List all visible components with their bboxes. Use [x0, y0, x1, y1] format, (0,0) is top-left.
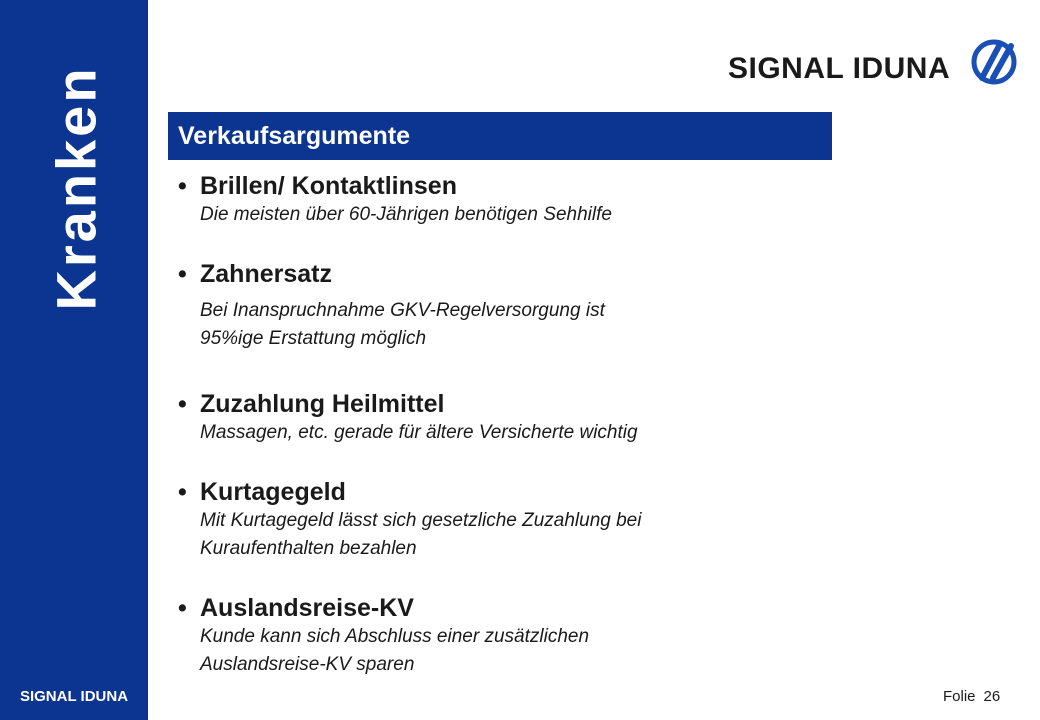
bullet-heading: Brillen/ Kontaktlinsen	[200, 172, 457, 200]
page-number: 26	[983, 688, 1001, 705]
bullet-item	[178, 260, 838, 353]
bullet-heading: Kurtagegeld	[200, 478, 346, 506]
section-header	[168, 112, 832, 160]
bullet-heading: Zuzahlung Heilmittel	[200, 390, 445, 418]
bullet-description: Kuraufenthalten bezahlen	[200, 538, 417, 559]
bullet-marker: •	[178, 594, 187, 622]
bullet-description: Die meisten über 60-Jährigen benötigen Sehhilfe	[200, 204, 612, 225]
slide-footer	[943, 688, 1000, 705]
sidebar-brand: SIGNAL IDUNA	[19, 688, 129, 705]
bullet-marker: •	[178, 478, 187, 506]
bullet-marker: •	[178, 390, 187, 418]
sidebar	[0, 0, 148, 720]
bullet-heading: Zahnersatz	[200, 260, 332, 288]
bullet-item	[178, 390, 838, 447]
bullet-description: 95%ige Erstattung möglich	[200, 328, 427, 349]
section-title: Verkaufsargumente	[178, 121, 411, 150]
signal-iduna-logo-icon	[966, 38, 1022, 86]
bullet-heading: Auslandsreise-KV	[200, 594, 414, 622]
bullet-item	[178, 594, 838, 679]
bullet-description: Kunde kann sich Abschluss einer zusätzlichen	[200, 626, 590, 647]
sidebar-title: Kranken	[44, 65, 108, 311]
bullet-marker: •	[178, 260, 187, 288]
bullet-description: Auslandsreise-KV sparen	[200, 654, 415, 675]
bullet-item	[178, 478, 838, 563]
footer-label: Folie	[943, 688, 976, 705]
bullet-description: Mit Kurtagegeld lässt sich gesetzliche Zuzahlung bei	[200, 510, 642, 531]
bullet-item	[178, 172, 838, 229]
bullet-description: Massagen, etc. gerade für ältere Versicherte wichtig	[200, 422, 638, 443]
bullet-marker: •	[178, 172, 187, 200]
logo-text: SIGNAL IDUNA	[728, 52, 951, 85]
bullet-description: Bei Inanspruchnahme GKV-Regelversorgung ist	[200, 300, 605, 321]
